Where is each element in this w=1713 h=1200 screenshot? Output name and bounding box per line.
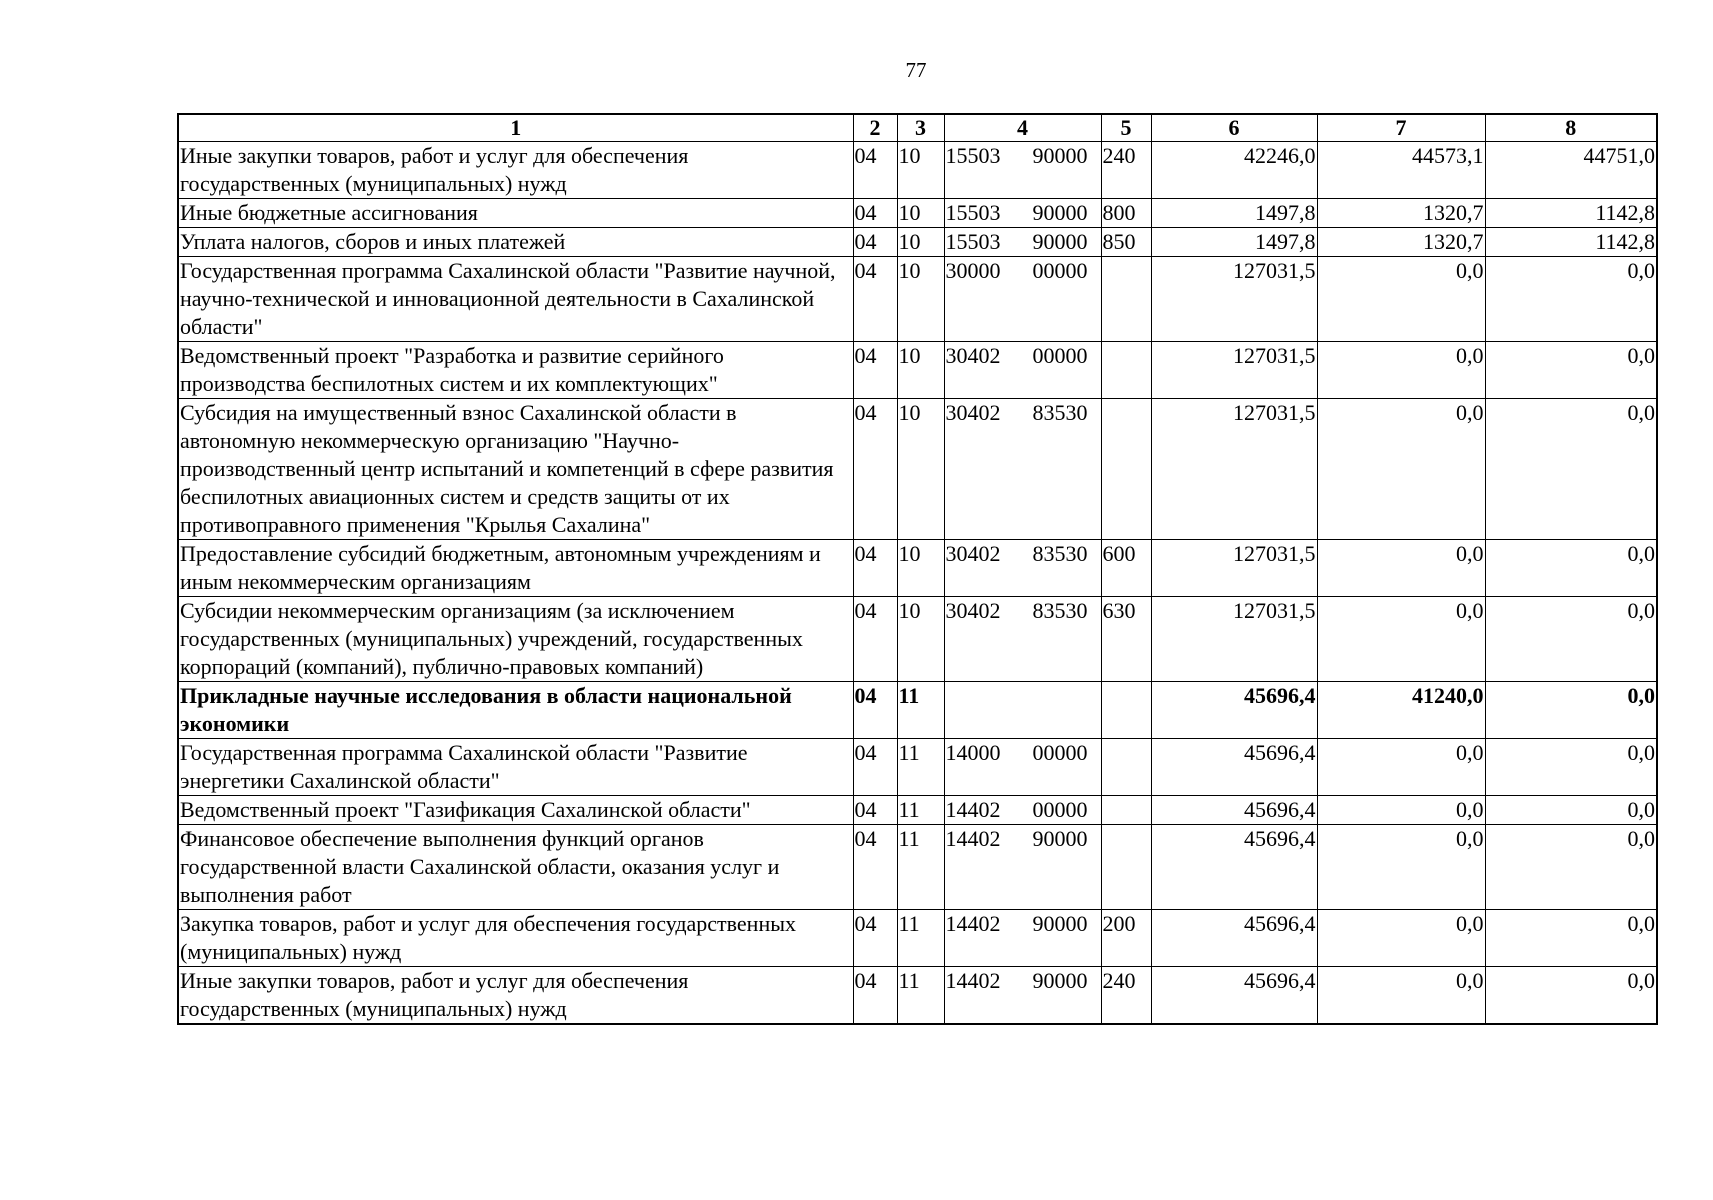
amount-col-7: 0,0	[1317, 967, 1485, 1025]
program-code: 30402	[945, 343, 1001, 368]
amount-col-8: 0,0	[1485, 257, 1657, 342]
table-row	[178, 399, 1657, 540]
row-name: Государственная программа Сахалинской области "Развитие энергетики Сахалинской области"	[178, 739, 853, 796]
expense-type-code: 240	[1101, 967, 1151, 1025]
amount-col-7: 0,0	[1317, 342, 1485, 399]
direction-code: 00000	[1032, 797, 1088, 822]
program-code: 30402	[945, 400, 1001, 425]
amount-col-6: 127031,5	[1151, 597, 1317, 682]
subsection-code: 11	[897, 682, 944, 739]
subsection-code: 10	[897, 228, 944, 257]
row-name: Иные бюджетные ассигнования	[178, 199, 853, 228]
subsection-code: 11	[897, 796, 944, 825]
amount-col-8: 1142,8	[1485, 228, 1657, 257]
table-row	[178, 796, 1657, 825]
subsection-code: 11	[897, 825, 944, 910]
target-article-code	[944, 257, 1101, 342]
amount-col-6: 127031,5	[1151, 399, 1317, 540]
table-row	[178, 967, 1657, 1025]
amount-col-6: 127031,5	[1151, 342, 1317, 399]
amount-col-7: 0,0	[1317, 910, 1485, 967]
subsection-code: 10	[897, 142, 944, 199]
expense-type-code	[1101, 257, 1151, 342]
expense-type-code	[1101, 342, 1151, 399]
direction-code: 00000	[1032, 343, 1088, 368]
target-article-code	[944, 540, 1101, 597]
program-code: 14402	[945, 968, 1001, 993]
table-row	[178, 739, 1657, 796]
program-code: 14402	[945, 911, 1001, 936]
amount-col-8: 0,0	[1485, 540, 1657, 597]
section-code: 04	[853, 739, 897, 796]
subsection-code: 10	[897, 257, 944, 342]
expense-type-code: 850	[1101, 228, 1151, 257]
program-code: 30000	[945, 258, 1001, 283]
direction-code: 83530	[1032, 598, 1088, 623]
row-name: Ведомственный проект "Разработка и развитие серийного производства беспилотных систем и их комплектующих"	[178, 342, 853, 399]
amount-col-6: 45696,4	[1151, 739, 1317, 796]
amount-col-7: 0,0	[1317, 540, 1485, 597]
row-name: Прикладные научные исследования в области национальной экономики	[178, 682, 853, 739]
amount-col-8: 0,0	[1485, 825, 1657, 910]
direction-code: 90000	[1032, 968, 1088, 993]
direction-code: 90000	[1032, 200, 1088, 225]
table-row	[178, 597, 1657, 682]
amount-col-8: 0,0	[1485, 739, 1657, 796]
target-article-code	[944, 228, 1101, 257]
direction-code: 83530	[1032, 400, 1088, 425]
table-row	[178, 142, 1657, 199]
program-code: 30402	[945, 598, 1001, 623]
table-row	[178, 682, 1657, 739]
program-code: 15503	[945, 143, 1001, 168]
row-name: Иные закупки товаров, работ и услуг для обеспечения государственных (муниципальных) нужд	[178, 142, 853, 199]
row-name: Уплата налогов, сборов и иных платежей	[178, 228, 853, 257]
table-row	[178, 342, 1657, 399]
amount-col-6: 45696,4	[1151, 796, 1317, 825]
program-code: 15503	[945, 200, 1001, 225]
amount-col-8: 0,0	[1485, 796, 1657, 825]
target-article-code	[944, 739, 1101, 796]
subsection-code: 10	[897, 342, 944, 399]
target-article-code	[944, 597, 1101, 682]
program-code: 14402	[945, 797, 1001, 822]
amount-col-6: 45696,4	[1151, 825, 1317, 910]
amount-col-8: 44751,0	[1485, 142, 1657, 199]
expense-type-code	[1101, 825, 1151, 910]
section-code: 04	[853, 399, 897, 540]
amount-col-7: 0,0	[1317, 796, 1485, 825]
amount-col-6: 127031,5	[1151, 257, 1317, 342]
program-code: 30402	[945, 541, 1001, 566]
amount-col-8: 0,0	[1485, 910, 1657, 967]
column-header: 2	[853, 114, 897, 142]
amount-col-7: 1320,7	[1317, 228, 1485, 257]
target-article-code	[944, 342, 1101, 399]
subsection-code: 11	[897, 910, 944, 967]
table-row	[178, 257, 1657, 342]
section-code: 04	[853, 199, 897, 228]
direction-code: 00000	[1032, 258, 1088, 283]
subsection-code: 10	[897, 199, 944, 228]
expense-type-code: 630	[1101, 597, 1151, 682]
amount-col-6: 1497,8	[1151, 199, 1317, 228]
amount-col-7: 1320,7	[1317, 199, 1485, 228]
subsection-code: 11	[897, 967, 944, 1025]
amount-col-8: 0,0	[1485, 342, 1657, 399]
section-code: 04	[853, 597, 897, 682]
amount-col-6: 1497,8	[1151, 228, 1317, 257]
row-name: Закупка товаров, работ и услуг для обеспечения государственных (муниципальных) нужд	[178, 910, 853, 967]
amount-col-8: 0,0	[1485, 399, 1657, 540]
expense-type-code	[1101, 739, 1151, 796]
amount-col-6: 127031,5	[1151, 540, 1317, 597]
direction-code: 90000	[1032, 143, 1088, 168]
target-article-code	[944, 825, 1101, 910]
row-name: Субсидия на имущественный взнос Сахалинской области в автономную некоммерческую организацию "Научно-производственный центр испытаний и компетенций в сфере развития беспилотных авиационных систем и средств защиты от их противоправного применения "Крылья Сахалина"	[178, 399, 853, 540]
row-name: Иные закупки товаров, работ и услуг для обеспечения государственных (муниципальных) нужд	[178, 967, 853, 1025]
direction-code: 90000	[1032, 229, 1088, 254]
table-row	[178, 910, 1657, 967]
amount-col-7: 44573,1	[1317, 142, 1485, 199]
direction-code: 90000	[1032, 826, 1088, 851]
subsection-code: 10	[897, 540, 944, 597]
row-name: Финансовое обеспечение выполнения функций органов государственной власти Сахалинской области, оказания услуг и выполнения работ	[178, 825, 853, 910]
column-header: 4	[944, 114, 1101, 142]
program-code: 14402	[945, 826, 1001, 851]
amount-col-8: 0,0	[1485, 682, 1657, 739]
expense-type-code: 240	[1101, 142, 1151, 199]
target-article-code	[944, 682, 1101, 739]
amount-col-6: 45696,4	[1151, 910, 1317, 967]
amount-col-7: 0,0	[1317, 825, 1485, 910]
column-header: 6	[1151, 114, 1317, 142]
target-article-code	[944, 142, 1101, 199]
page-number: 77	[905, 58, 927, 82]
column-header: 7	[1317, 114, 1485, 142]
program-code: 14000	[945, 740, 1001, 765]
expense-type-code	[1101, 399, 1151, 540]
amount-col-7: 0,0	[1317, 399, 1485, 540]
amount-col-7: 0,0	[1317, 739, 1485, 796]
section-code: 04	[853, 342, 897, 399]
expense-type-code	[1101, 796, 1151, 825]
amount-col-7: 0,0	[1317, 597, 1485, 682]
amount-col-8: 1142,8	[1485, 199, 1657, 228]
target-article-code	[944, 910, 1101, 967]
section-code: 04	[853, 910, 897, 967]
header-row	[178, 114, 1657, 142]
direction-code: 83530	[1032, 541, 1088, 566]
section-code: 04	[853, 228, 897, 257]
expense-type-code: 800	[1101, 199, 1151, 228]
amount-col-6: 45696,4	[1151, 682, 1317, 739]
section-code: 04	[853, 796, 897, 825]
amount-col-6: 42246,0	[1151, 142, 1317, 199]
row-name: Государственная программа Сахалинской области "Развитие научной, научно-технической и инновационной деятельности в Сахалинской области"	[178, 257, 853, 342]
column-header: 1	[178, 114, 853, 142]
amount-col-6: 45696,4	[1151, 967, 1317, 1025]
direction-code: 00000	[1032, 740, 1088, 765]
table-row	[178, 199, 1657, 228]
amount-col-7: 0,0	[1317, 257, 1485, 342]
table-row	[178, 825, 1657, 910]
section-code: 04	[853, 540, 897, 597]
section-code: 04	[853, 142, 897, 199]
column-header: 8	[1485, 114, 1657, 142]
section-code: 04	[853, 825, 897, 910]
column-header: 5	[1101, 114, 1151, 142]
subsection-code: 10	[897, 399, 944, 540]
budget-table	[177, 113, 1658, 1025]
subsection-code: 10	[897, 597, 944, 682]
expense-type-code: 600	[1101, 540, 1151, 597]
target-article-code	[944, 967, 1101, 1025]
amount-col-7: 41240,0	[1317, 682, 1485, 739]
section-code: 04	[853, 682, 897, 739]
direction-code: 90000	[1032, 911, 1088, 936]
row-name: Ведомственный проект "Газификация Сахалинской области"	[178, 796, 853, 825]
target-article-code	[944, 796, 1101, 825]
column-header: 3	[897, 114, 944, 142]
section-code: 04	[853, 257, 897, 342]
target-article-code	[944, 399, 1101, 540]
expense-type-code: 200	[1101, 910, 1151, 967]
subsection-code: 11	[897, 739, 944, 796]
target-article-code	[944, 199, 1101, 228]
amount-col-8: 0,0	[1485, 597, 1657, 682]
row-name: Предоставление субсидий бюджетным, автономным учреждениям и иным некоммерческим организациям	[178, 540, 853, 597]
amount-col-8: 0,0	[1485, 967, 1657, 1025]
section-code: 04	[853, 967, 897, 1025]
row-name: Субсидии некоммерческим организациям (за исключением государственных (муниципальных) учреждений, государственных корпораций (компаний), публично-правовых компаний)	[178, 597, 853, 682]
expense-type-code	[1101, 682, 1151, 739]
program-code: 15503	[945, 229, 1001, 254]
table-row	[178, 540, 1657, 597]
table-row	[178, 228, 1657, 257]
